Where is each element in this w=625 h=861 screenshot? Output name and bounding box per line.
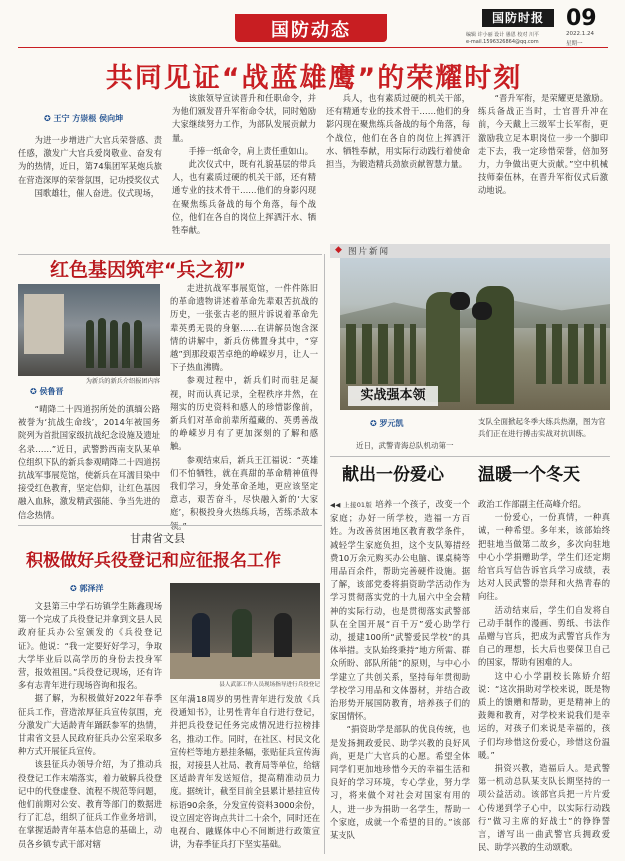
article1-col3: 兵人，也有素质过硬的机关干部，还有精通专业的技术骨干……他们的身影闪现在聚焦练兵备战的每个角落，每个战位，他们在各自的岗位上挥洒汗水、牺牲奉献，用实际行动践行着使命担当，为锻造精兵劲旅贡献智慧力量。	[326, 93, 470, 170]
article3-col2: 区年满18周岁的男性青年进行发放《兵役通知书》，让男性青年自行进行登记，并把兵役登记任务完成情况进行拉榜排名，推动工作。同时，在社区、村民文化宣传栏等地方悬挂条幅，张贴征兵宣传海报，对接县人社局、教育局等单位，给辖区适龄青年发送短信，提高精准动员力度。据统计，截至目前全县累计悬挂宣传标语90余条，分发宣传资料3000余份，设立固定咨询点共计二十余个，同时还在电视台、融媒体中心不间断进行政策宣讲，为春季征兵打下坚实基础。	[170, 694, 320, 850]
section-banner	[235, 14, 387, 42]
photo-glove-right	[472, 302, 492, 320]
picture-news-caption-b: 支队全面掀起冬季大练兵热潮，图为官兵们正在进行搏击实战对抗训练。	[478, 417, 606, 438]
picture-news-overlay: 实战强本领	[360, 388, 426, 403]
article2-col1: “晴降二十四道拐所处的滇缅公路被誉为‘抗战生命线’，2014年被国务院列为首批国家级抗战纪念设施及遗址名录……”近日，武警黔西南支队某单位组织下队的新兵参观晴降二十四道拐抗战军事展览馆，使新兵在耳濡目染中接受红色教育，坚定信仰，让红色基因融入血脉，激发精武强能、争当先进的信念热情。	[18, 404, 160, 520]
article3-title: 积极做好兵役登记和应征报名工作	[26, 551, 281, 571]
star-icon: ✪	[70, 584, 77, 593]
article3-kicker: 甘肃省文县	[130, 532, 185, 545]
photo-person-1	[192, 613, 210, 657]
article4-title-a: 献出一份爱心	[342, 465, 444, 485]
photo-figure-2	[98, 318, 106, 368]
photo-figure-5	[134, 320, 142, 368]
page-number: 09	[566, 6, 597, 31]
continued-from-marker: ◀◀ 上接01版	[330, 501, 373, 509]
photo-glove-left	[450, 292, 470, 310]
byline-2: ✪ 侯鲁晋	[30, 387, 64, 396]
photo-person-2	[232, 609, 252, 657]
article1-col1: 为进一步增进广大官兵荣誉感、责任感，激发广大官兵爱岗敬业、奋发有为的热情，近日，第74集团军某炮兵旅在营造深厚的荣誉氛围，记功授奖仪式 国歌雄壮，催人奋进。仪式现场，	[18, 135, 162, 198]
photo-panel	[24, 294, 64, 354]
photo-person-3	[274, 613, 292, 657]
picture-news-label-bar	[330, 244, 610, 258]
byline-1: ✪ 王宁 方崇根 侯向坤	[44, 114, 124, 123]
headline-main: 共同见证“战蓝雄鹰”的荣耀时刻	[105, 63, 523, 94]
star-icon: ✪	[44, 114, 51, 123]
star-icon: ✪	[370, 419, 377, 428]
article3-photo	[170, 583, 320, 679]
column-divider	[324, 254, 325, 854]
picture-news-overlay-box	[348, 386, 438, 406]
divider-2	[18, 525, 322, 526]
divider-3	[330, 456, 610, 457]
article3-col1: 文县第三中学石坊镇学生陈鑫现场第一个完成了兵役登记并拿到文县人民政府征兵办公室颁发的《兵役登记证》。他说：“我一定要好好学习，争取大学毕业后以高学历的身份去投身军营，报效祖国。”兵役登记现场，还有许多有志青年进行现场咨询和报名。 据了解，为积极做好2022年春季征兵工作，营造浓厚征兵宣传氛围，充分激发广大适龄青年踊跃参军的热情，甘肃省文县人民政府征兵办公室采取多种方式开展征兵宣传。 该县征兵办领导介绍，为了推动兵役登记工作末端落实，着力破解兵役登记中的代登虚登、流程不规范等问题，他们前期对公安、教育等部门的数据进行了汇总，组织了征兵工作业务培训，在掌握适龄青年基本信息的基础上，动员各乡镇专武干部对辖	[18, 601, 162, 849]
picture-news-caption-a: 近日，武警青海总队机动第一	[356, 441, 454, 450]
issue-date: 2022.1.24	[566, 31, 594, 37]
byline-3: ✪ 郭泽洋	[70, 584, 104, 593]
article3-photo-caption: 县人武部工作人员现场指导进行兵役登记	[219, 682, 320, 688]
editor-credits: 编辑 许小丽 设计 愚恩 校对 川平	[466, 32, 539, 38]
star-icon: ✪	[30, 387, 37, 396]
article2-photo-caption: 为新兵的新兵介绍报团内容	[85, 378, 160, 385]
picture-news-label: 图片新闻	[348, 247, 391, 257]
article1-col2: 该旅领导宣读晋升和任职命令，并为他们颁发晋升军衔命令状，同时勉励大家继续努力工作，为部队发展贡献力量。 手捧一纸命令，肩上责任重如山。 此次仪式中，既有礼貌基层的带兵人，也有素质过硬的机关干部，还有精通专业的技术骨干……他们的身影闪现在聚焦练兵备战的每个角落，每个战位，他们在各自的岗位上挥洒汗水、牺牲奉献。	[172, 93, 316, 236]
article2-photo	[18, 284, 160, 376]
masthead-rule	[18, 47, 608, 48]
article4-col1: ◀◀ 上接01版 培养一个孩子，改变一个家庭；办好一所学校，造福一方百姓。为改善贫困地区教育教学条件，减轻学生家庭负担，这个支队筹措经费10万余元购买办公电脑、课桌椅等用品百余件，帮助完善硬件设施。据了解，该部党委将捐资助学活动作为学习贯彻落实党的十九届六中全会精神的实际行动，也是贯彻落实武警部队在全国开展“百千万”爱心助学行动，援建100所“武警爱民学校”的具体举措。支队始终秉持“地方所需、群众所盼、部队所能”的原则，与中心小学建立了共创关系，坚持每年贯彻助学校学习用品和文体器材，并结合政治形势开展国防教育，培养孩子们的家国情怀。 “捐资助学是部队的优良传统，也是发扬拥政爱民、助学兴教的良好风尚，更是广大官兵的心愿。希望全体同学们更加地珍惜今天的幸福生活和良好的学习环境，专心学业，努力学习，将来做个对社会对国家有用的人，进一步为捐助一名学生，帮助一个家庭，成就一个希望的目的。”该部某支队	[330, 499, 470, 841]
issue-weekday: 星期一	[566, 41, 583, 47]
article4-col2: 政治工作部副主任高峰介绍。 一份爱心，一份真情，一种真诚，一种希望。多年来，该部始终把驻地当做第二故乡，多次向驻地中心小学捐赠助学，学生们还定期给官兵写信告诉官兵学习成绩，表达对人民武警的崇拜和火热青春的向往。 活动结束后，学生们自发将自己动手制作的漫画、剪纸、书法作品赠与官兵，把成为武警官兵作为自己的理想，长大后也要保卫自己的国家，帮助有困难的人。 这中心小学副校长陈娇介绍说：“这次捐助对学校来说，既是物质上的馈赠和帮助，更是精神上的鼓舞和教育，对学校来说我们是幸运的，对孩子们来说是幸福的，孩子们均珍惜这份爱心，珍惜这份温暖。” 捐资兴教，造福后人。是武警第一机动总队某支队长期坚持的一项公益活动。该部官兵把一片片爱心传递到学子心中，以实际行动践行“做习主席的好战士”的铮铮誓言，谱写出一曲武警官兵拥政爱民、助学兴教的生动颂歌。	[478, 499, 610, 853]
camera-icon: ◆	[335, 245, 342, 255]
article4-title-b: 温暖一个冬天	[478, 465, 580, 485]
photo-troops-left	[346, 324, 416, 384]
section-title: 国防动态	[271, 20, 351, 41]
photo-figure-4	[122, 322, 130, 368]
byline-4: ✪ 罗元凯	[370, 419, 404, 428]
article2-col2: 走进抗战军事展览馆，一件件陈旧的革命遗物讲述着革命先辈艰苦抗战的历史，一张张古老的照片诉说着革命先辈英勇无畏的身躯……在讲解员饱含深情的讲解中，新兵仿佛置身其中，“穿越”到那段艰苦卓绝的峥嵘岁月，让人一下子热血沸腾。 参观过程中，新兵们时而驻足凝视，时而认真记录，全程秩序井然，在翔实的历史资料和感人的珍惜影像前，新兵们对革命前辈所蕴藏的、英勇善战的峥嵘岁月有了更加深刻的了解和感触。 参观结束后，新兵王江福说：“英雄们不怕牺牲，就在真甜的革命精神值得我们学习，身处革命圣地，更应该坚定意志，艰苦奋斗，尽快融入新的‘大家庭’，积极投身火热练兵场，苦练杀敌本	[170, 283, 318, 518]
paper-logo: 国防时报	[482, 9, 554, 27]
article2-title: 红色基因筑牢“兵之初”	[50, 259, 246, 281]
photo-figure-1	[86, 320, 94, 368]
photo-troops-right	[536, 324, 606, 384]
picture-news-photo	[340, 258, 610, 410]
article1-col4: “晋升军衔，是荣耀更是激励。练兵备战正当时，士官晋升冲在前，今天戴上三级军士长军衔，更激励我立足本职岗位一步一个脚印走下去，我一定珍惜荣誉，倍加努力，力争做出更大贡献。”空中机械技师秦伍林，在晋升军衔仪式后激动地说。	[478, 93, 608, 196]
photo-figure-3	[110, 320, 118, 368]
editor-email: e-mail.1596326864@qq.com	[466, 39, 539, 45]
